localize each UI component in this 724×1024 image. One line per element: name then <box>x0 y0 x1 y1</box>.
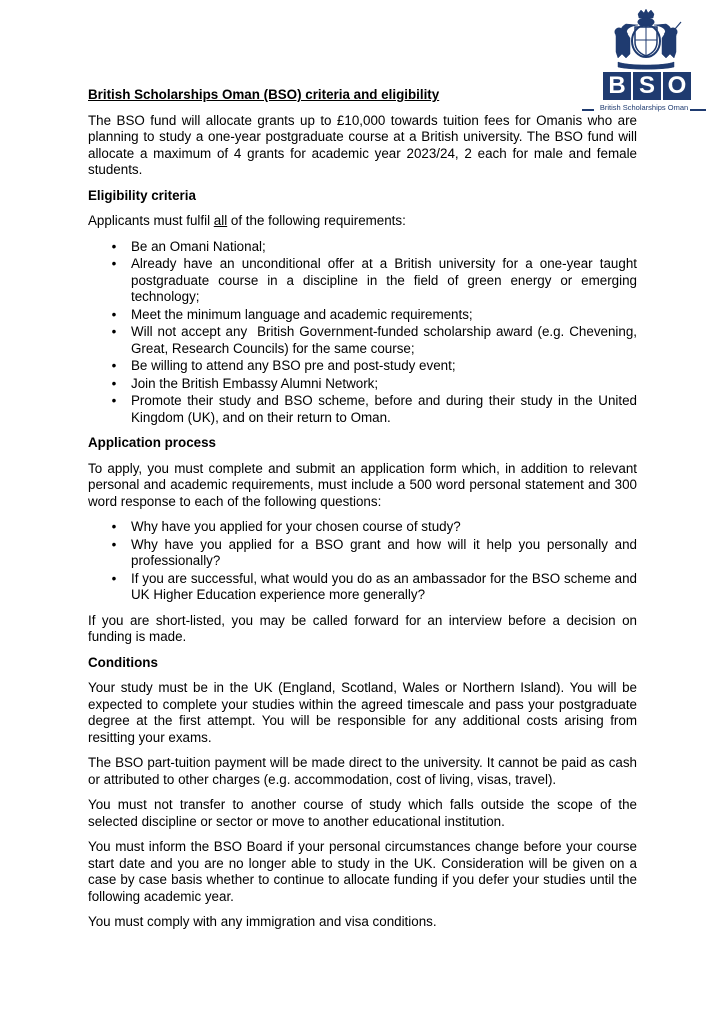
list-item-text: Why have you applied for a BSO grant and how will it help you personally and professionally? <box>131 536 637 568</box>
conditions-paragraph: The BSO part-tuition payment will be made direct to the university. It cannot be paid as cash or attributed to other charges (e.g. accommodation, cost of living, visas, travel). <box>88 755 637 787</box>
list-item <box>88 256 637 306</box>
conditions-paragraph: You must comply with any immigration and visa conditions. <box>88 914 437 929</box>
list-item-text: Join the British Embassy Alumni Network; <box>131 375 379 391</box>
list-item-text: Meet the minimum language and academic requirements; <box>131 306 473 322</box>
bso-letter-o: O <box>663 72 691 100</box>
list-item-text: Why have you applied for your chosen course of study? <box>131 519 461 534</box>
application-questions-list <box>88 519 637 604</box>
eligibility-lead-emphasis: all <box>213 213 228 228</box>
eligibility-lead <box>88 213 637 230</box>
application-closing: If you are short-listed, you may be called forward for an interview before a decision on funding is made. <box>88 612 637 644</box>
bullet-icon: • <box>111 324 117 339</box>
conditions-paragraph: You must not transfer to another course of study which falls outside the scope of the selected discipline or sector or move to another educational institution. <box>88 797 637 829</box>
bullet-icon: • <box>111 238 117 254</box>
bullet-icon: • <box>111 519 117 534</box>
bullet-icon: • <box>111 393 117 408</box>
eligibility-lead-text-end: of the following requirements: <box>227 213 406 228</box>
eligibility-heading: Eligibility criteria <box>88 187 196 203</box>
list-item <box>88 307 637 324</box>
list-item-text: Already have an unconditional offer at a British university for a one-year taught postgraduate course in a discipline in the field of green energy or emerging technology; <box>131 256 637 304</box>
eligibility-lead-text: Applicants must fulfil <box>88 213 214 228</box>
coat-of-arms-icon <box>608 8 684 70</box>
document-title: British Scholarships Oman (BSO) criteria and eligibility <box>88 87 440 102</box>
bullet-icon: • <box>111 358 117 373</box>
list-item-text: Be willing to attend any BSO pre and post-study event; <box>131 358 456 373</box>
list-item <box>88 239 637 256</box>
list-item-text: Be an Omani National; <box>131 238 266 254</box>
application-heading: Application process <box>88 435 216 450</box>
conditions-heading: Conditions <box>88 654 158 670</box>
conditions-paragraph: Your study must be in the UK (England, Scotland, Wales or Northern Island). You will be expected to complete your studies within the agreed timescale and pass your postgraduate degree at the first attempt. You will be responsible for any additional costs arising from resitting your exams. <box>88 680 637 745</box>
list-item <box>88 324 641 357</box>
bullet-icon: • <box>111 375 117 391</box>
list-item <box>88 393 637 426</box>
bullet-icon: • <box>111 306 117 322</box>
list-item <box>88 571 637 604</box>
logo-rule-right <box>690 109 706 111</box>
eligibility-list <box>88 238 641 427</box>
bso-letter-b: B <box>603 72 631 100</box>
application-lead: To apply, you must complete and submit an application form which, in addition to relevant personal and academic requirements, must include a 500 word personal statement and 300 word response to each of the following questions: <box>88 460 637 509</box>
document-body <box>88 87 641 940</box>
intro-paragraph: The BSO fund will allocate grants up to £10,000 towards tuition fees for Omanis who are planning to study a one-year postgraduate course at a British university. The BSO fund will allocate a maximum of 4 grants for academic year 2023/24, 2 each for male and female students. <box>88 112 637 177</box>
list-item <box>88 376 637 393</box>
list-item-text: Will not accept any British Government-funded scholarship award (e.g. Chevening, Great, Research Councils) for the same course; <box>131 324 641 356</box>
list-item <box>88 537 637 570</box>
list-item-text: If you are successful, what would you do as an ambassador for the BSO scheme and UK Higher Education experience more generally? <box>131 570 637 602</box>
list-item <box>88 358 637 375</box>
bso-letter-s: S <box>633 72 661 100</box>
list-item <box>88 519 637 536</box>
bullet-icon: • <box>111 570 117 586</box>
bullet-icon: • <box>111 256 117 271</box>
logo-tagline: British Scholarships Oman <box>599 103 689 112</box>
list-item-text: Promote their study and BSO scheme, before and during their study in the United Kingdom (UK), and on their return to Oman. <box>131 393 637 425</box>
conditions-paragraph: You must inform the BSO Board if your personal circumstances change before your course start date and you are no longer able to study in the UK. Consideration will be given on a case by case basis whether to continue to allocate funding if you defer your studies until the following academic year. <box>88 839 637 904</box>
bullet-icon: • <box>111 536 117 552</box>
